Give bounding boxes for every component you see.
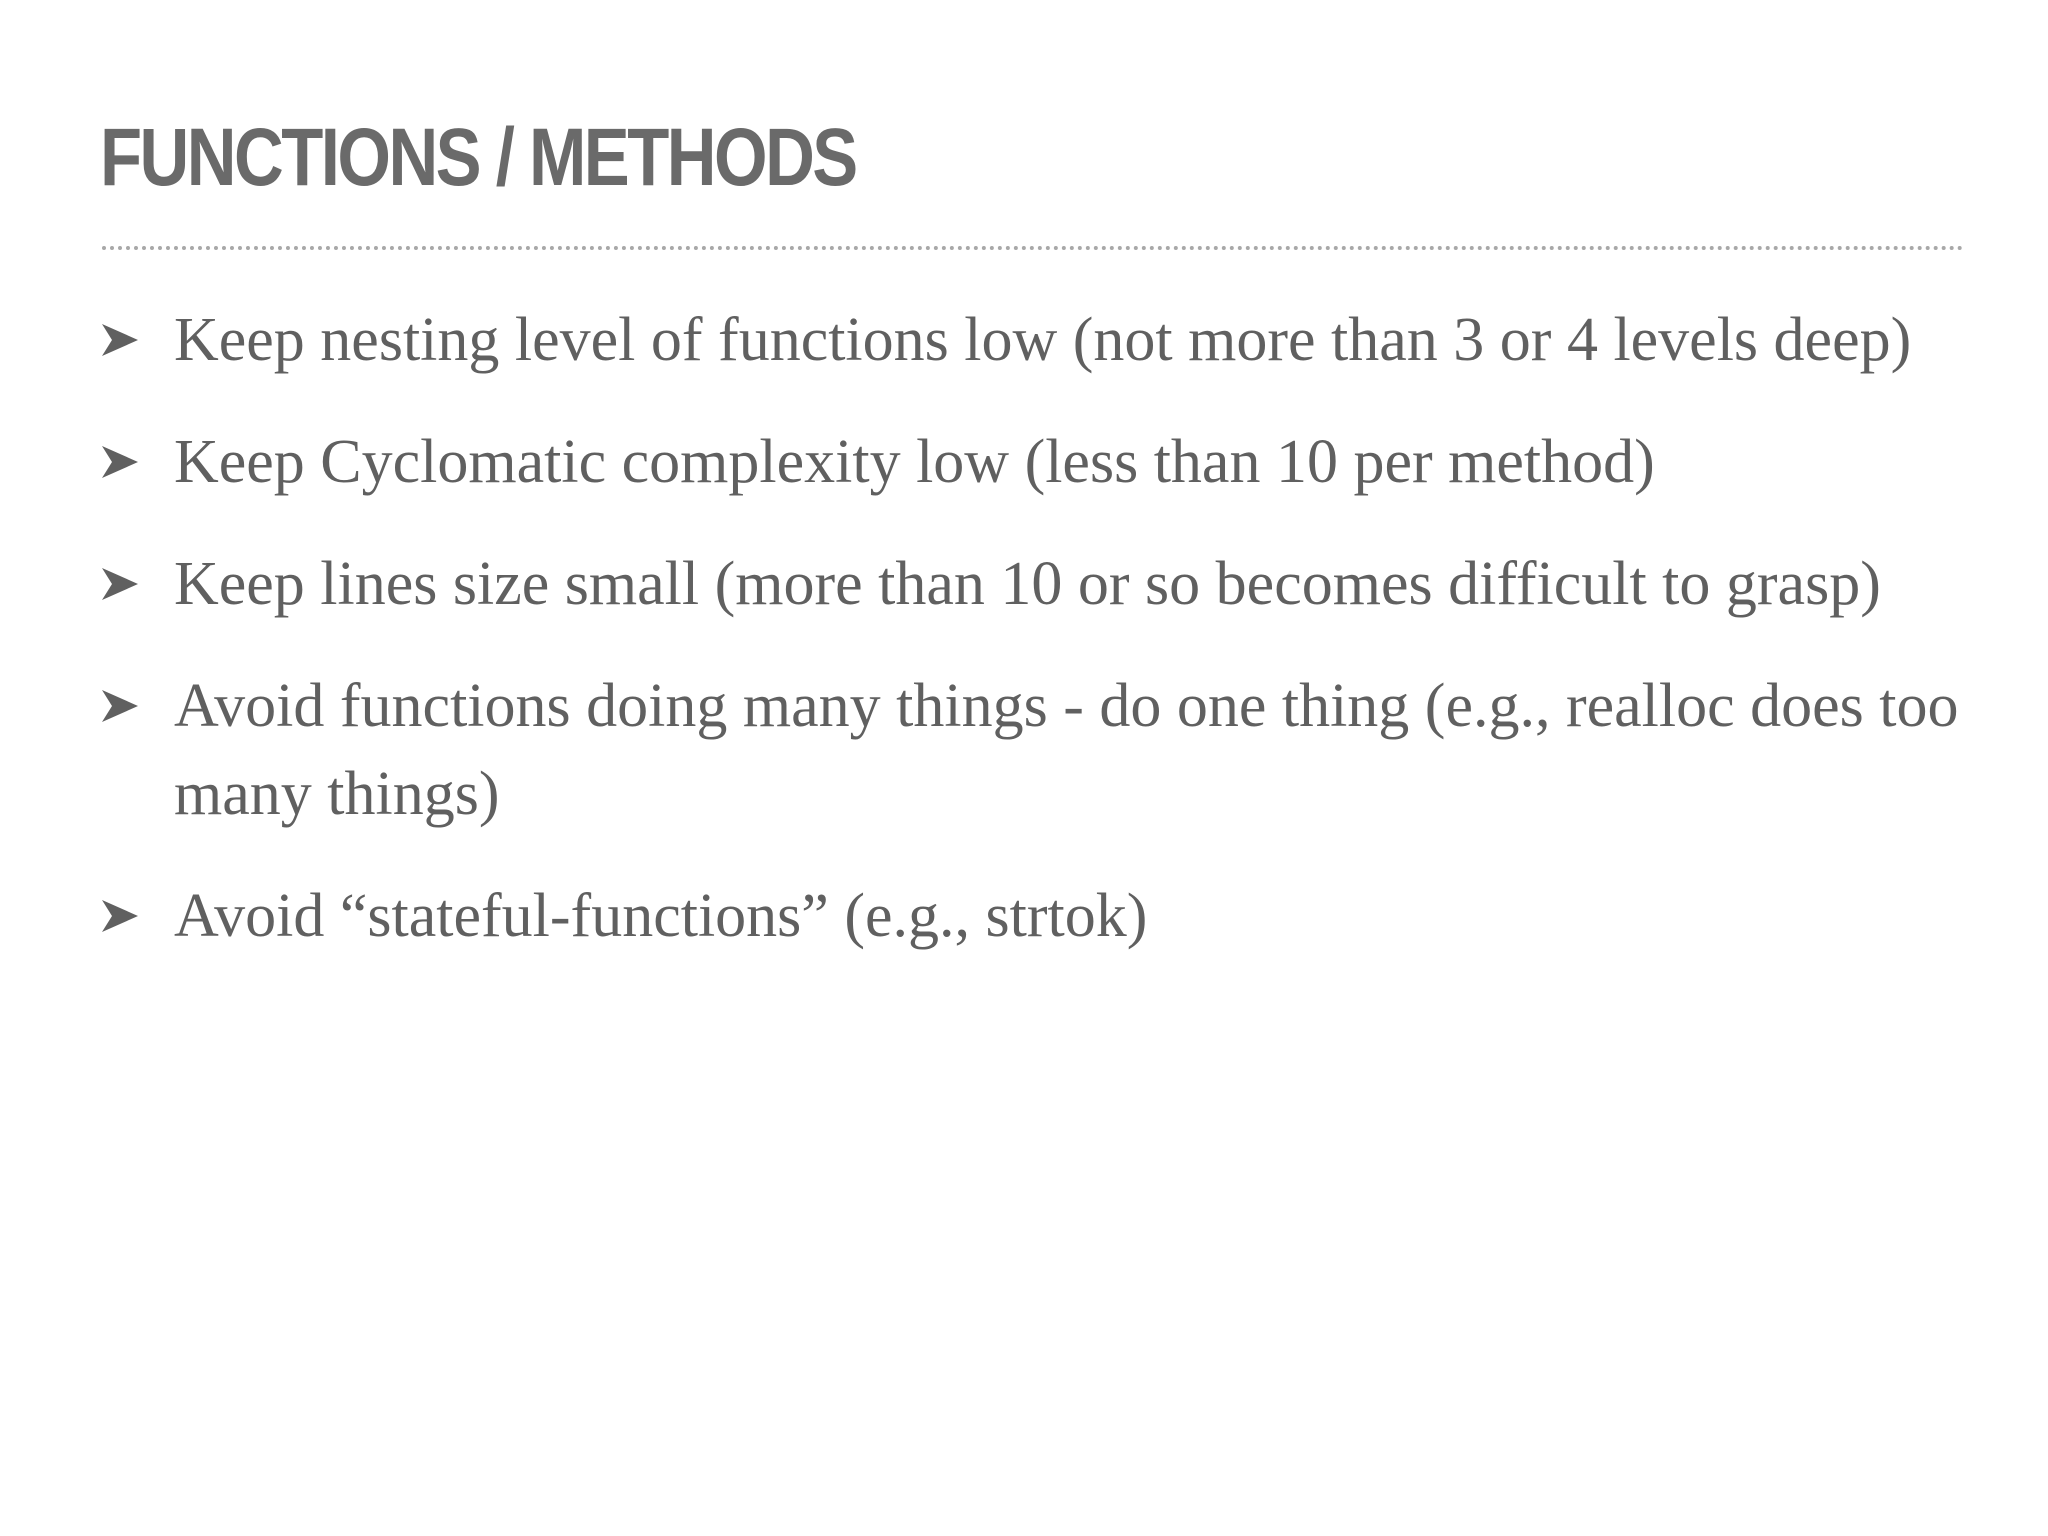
bullet-item — [0, 540, 2014, 628]
arrowhead-bullet-icon — [100, 442, 140, 482]
bullet-text: Keep Cyclomatic complexity low (less than 10 per method) — [174, 428, 1655, 496]
bullet-item — [0, 418, 2014, 506]
bullet-text: Avoid “stateful-functions” (e.g., strtok) — [174, 882, 1148, 950]
arrowhead-bullet-icon — [100, 896, 140, 936]
bullet-list — [0, 296, 2014, 994]
arrowhead-bullet-icon — [100, 564, 140, 604]
bullet-item — [0, 872, 2014, 960]
arrowhead-bullet-icon — [100, 320, 140, 360]
bullet-item — [0, 662, 2014, 838]
bullet-text: Keep nesting level of functions low (not more than 3 or 4 levels deep) — [174, 306, 1912, 374]
bullet-item — [0, 296, 2014, 384]
bullet-text: Keep lines size small (more than 10 or so becomes difficult to grasp) — [174, 550, 1881, 618]
arrowhead-bullet-icon — [100, 686, 140, 726]
title-divider — [102, 246, 1964, 250]
bullet-text: Avoid functions doing many things - do one thing (e.g., realloc does too many things) — [174, 672, 1959, 828]
slide-title: FUNCTIONS / METHODS — [100, 112, 856, 203]
